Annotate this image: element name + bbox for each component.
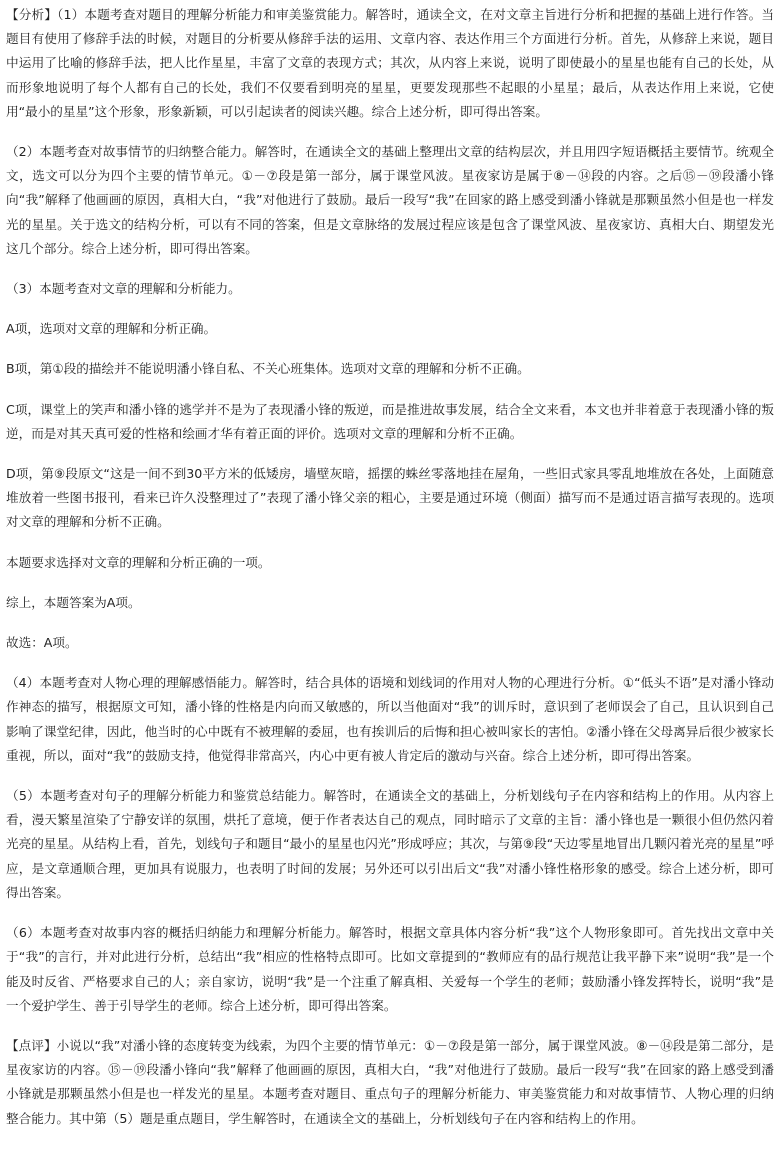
analysis-q3-intro: （3）本题考查对文章的理解和分析能力。 xyxy=(6,281,241,297)
commentary-paragraph: 【点评】小说以“我”对潘小锋的态度转变为线索，为四个主要的情节单元：①－⑦段是第一部分，属于课堂风波。⑧－⑭段是第二部分，是星夜家访的内容。⑮－⑲段潘小锋向“我”解释了他画画的原因，真相大白，“我”对他进行了鼓励。最后一段写“我”在回家的路上感受到潘小锋就是那颗虽然小但是也一样发光的星星。本题考查对题目、重点句子的理解分析能力、审美鉴赏能力和对故事情节、人物心理的归纳整合能力。其中第（5）题是重点题目，学生解答时，在通读全文的基础上，分析划线句子在内容和结构上的作用。 xyxy=(6,1037,774,1126)
analysis-q2-paragraph: （2）本题考查对故事情节的归纳整合能力。解答时，在通读全文的基础上整理出文章的结构层次，并且用四字短语概括主要情节。统观全文，选文可以分为四个主要的情节单元。①－⑦段是第一部分，属于课堂风波。星夜家访是属于⑧－⑭段的内容。之后⑮－⑲段潘小锋向“我”解释了他画画的原因，真相大白，“我”对他进行了鼓励。最后一段写“我”在回家的路上感受到潘小锋就是那颗虽然小但是也一样发光的星星。关于选文的结构分析，可以有不同的答案，但是文章脉络的发展过程应该是包含了课堂风波、星夜家访、真相大白、期望发光这几个部分。综合上述分析，即可得出答案。 xyxy=(6,144,774,256)
analysis-q3-option-c: C项，课堂上的笑声和潘小锋的逃学并不是为了表现潘小锋的叛逆，而是推进故事发展，结合全文来看，本文也并非着意于表现潘小锋的叛逆，而是对其天真可爱的性格和绘画才华有着正面的评价。选项对文章的理解和分析不正确。 xyxy=(6,401,774,441)
analysis-q3-option-d: D项，第⑨段原文“这是一间不到30平方米的低矮房，墙壁灰暗，摇摆的蛛丝零落地挂在屋角，一些旧式家具零乱地堆放在各处，上面随意堆放着一些图书报刊，看来已许久没整理过了”表现了潘小锋父亲的粗心，主要是通过环境（侧面）描写而不是通过语言描写表现的。选项对文章的理解和分析不正确。 xyxy=(6,466,774,530)
analysis-q3-requirement: 本题要求选择对文章的理解和分析正确的一项。 xyxy=(6,554,271,570)
analysis-q3-choice: 故选：A项。 xyxy=(6,635,78,651)
analysis-q3-conclusion: 综上，本题答案为A项。 xyxy=(6,594,141,610)
analysis-q5-paragraph: （5）本题考查对句子的理解分析能力和鉴赏总结能力。解答时，在通读全文的基础上，分析划线句子在内容和结构上的作用。从内容上看，漫天繁星渲染了宁静安详的氛围，烘托了意境，便于作者表达自己的观点，同时暗示了文章的主旨：潘小锋也是一颗很小但仍然闪着光亮的星星。从结构上看，首先，划线句子和题目“最小的星星也闪光”形成呼应；其次，与第⑨段“天边零星地冒出几颗闪着光亮的星星”呼应，是文章通顺合理，更加具有说服力，也表明了时间的发展；另外还可以引出后文“我”对潘小锋性格形象的感受。综合上述分析，即可得出答案。 xyxy=(6,788,774,900)
analysis-q4-paragraph: （4）本题考查对人物心理的理解感悟能力。解答时，结合具体的语境和划线词的作用对人物的心理进行分析。①“低头不语”是对潘小锋动作神态的描写，根据原文可知，潘小锋的性格是内向而又敏感的，所以当他面对“我”的训斥时，意识到了老师误会了自己，且认识到自己影响了课堂纪律，因此，他当时的心中既有不被理解的委屈，也有挨训后的后悔和担心被叫家长的害怕。②潘小锋在父母离异后很少被家长重视，所以，面对“我”的鼓励支持，他觉得非常高兴，内心中更有被人肯定后的激动与兴奋。综合上述分析，即可得出答案。 xyxy=(6,675,774,763)
analysis-q3-option-b: B项，第①段的描绘并不能说明潘小锋自私、不关心班集体。选项对文章的理解和分析不正确。 xyxy=(6,361,530,377)
analysis-q1-paragraph: 【分析】（1）本题考查对题目的理解分析能力和审美鉴赏能力。解答时，通读全文，在对文章主旨进行分析和把握的基础上进行作答。当题目有使用了修辞手法的时候，对题目的分析要从修辞手法的运用、文章内容、表达作用三个方面进行分析。首先，从修辞上来说，题目中运用了比喻的修辞手法，把人比作星星，丰富了文章的表现方式；其次，从内容上来说，说明了即使最小的星星也能有自己的长处，从而形象地说明了每个人都有自己的长处，我们不仅要看到明亮的星星，更要发现那些不起眼的小星星；最后，从表达作用上来说，它使用“最小的星星”这个形象，形象新颖，可以引起读者的阅读兴趣。综合上述分析，即可得出答案。 xyxy=(6,7,774,119)
analysis-q6-paragraph: （6）本题考查对故事内容的概括归纳能力和理解分析能力。解答时，根据文章具体内容分析“我”这个人物形象即可。首先找出文章中关于“我”的言行，并对此进行分析，总结出“我”相应的性格特点即可。比如文章提到的“教师应有的品行规范让我平静下来”说明“我”是一个能及时反省、严格要求自己的人；亲自家访，说明“我”是一个注重了解真相、关爱每一个学生的老师；鼓励潘小锋发挥特长，说明“我”是一个爱护学生、善于引导学生的老师。综合上述分析，即可得出答案。 xyxy=(6,925,774,1013)
analysis-q3-option-a: A项，选项对文章的理解和分析正确。 xyxy=(6,321,217,337)
